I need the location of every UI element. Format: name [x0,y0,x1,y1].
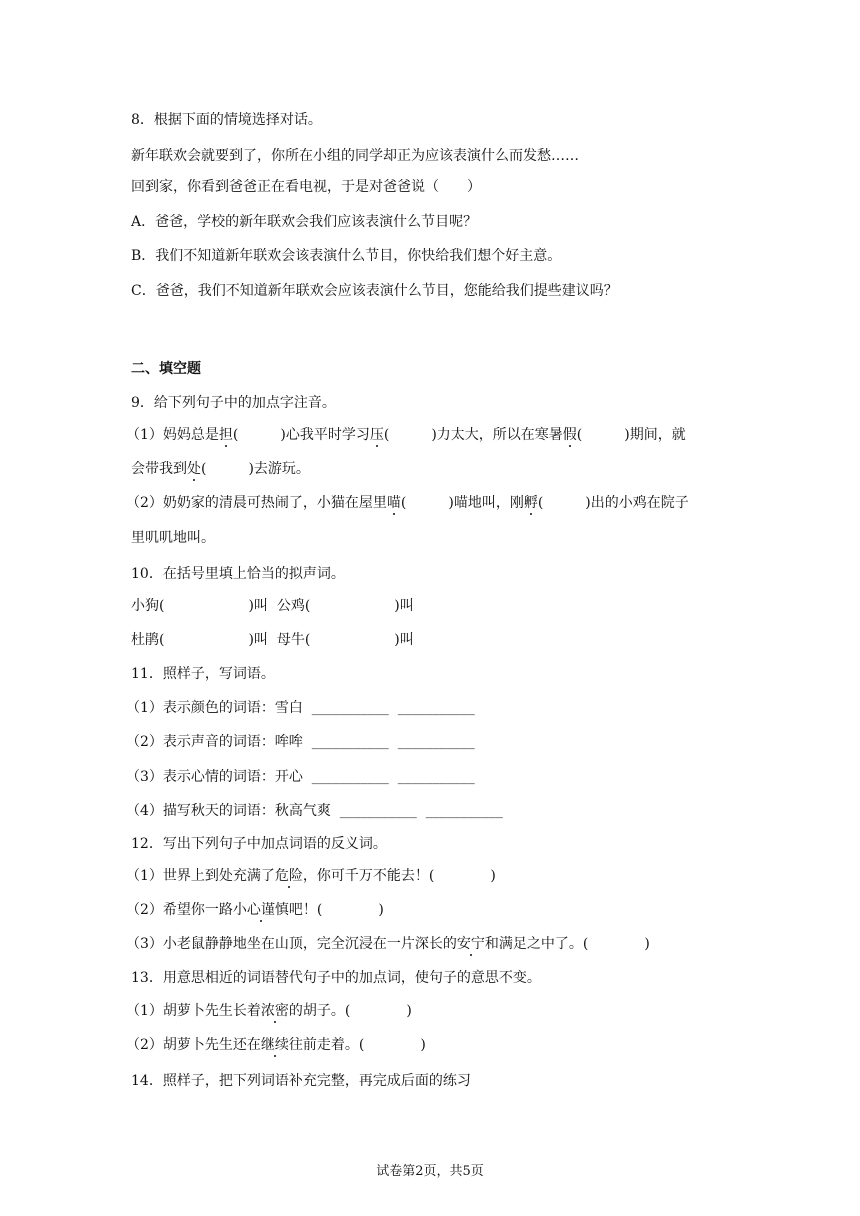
q8-option-c: C．爸爸，我们不知道新年联欢会应该表演什么节目，您能给我们提些建议吗？ [131,283,618,299]
q12-sentence2: （2）希望你一路小心谨慎吧！( ) [126,902,384,918]
q12-sentence3: （3）小老鼠静静地坐在山顶，完全沉浸在一片深长的安宁和满足之中了。( ) [126,936,650,952]
q11-item: （3）表示心情的词语：开心 ___________ ___________ [126,769,475,785]
q11-item: （2）表示声音的词语：哞哞 ___________ ___________ [126,734,475,750]
q8-context-line2: 回到家，你看到爸爸正在看电视，于是对爸爸说（ ） [131,179,481,195]
q14-title: 14．照样子，把下列词语补充完整，再完成后面的练习 [131,1073,471,1089]
page-footer: 试卷第2页，共5页 [376,1164,484,1179]
q10-row2: 杜鹃( )叫 母牛( )叫 [131,632,414,648]
dotted-word: 浓密 [260,1003,289,1019]
dotted-word: 继续 [260,1037,289,1053]
q9-sentence1: （1）妈妈总是担( )心我平时学习压( )力太大，所以在寒暑假( )期间，就 [126,427,686,443]
q13-title: 13．用意思相近的词语替代句子中的加点词，使句子的意思不变。 [131,970,541,986]
q11-item: （1）表示颜色的词语：雪白 ___________ ___________ [126,700,475,716]
q12-title: 12．写出下列句子中加点词语的反义词。 [131,836,387,852]
q8-context-line1: 新年联欢会就要到了，你所在小组的同学却正为应该表演什么而发愁…… [131,148,579,164]
dotted-char: 处 [187,461,201,477]
dotted-char: 孵 [523,495,538,511]
q9-title: 9．给下列句子中的加点字注音。 [131,395,336,411]
q12-sentence1: （1）世界上到处充满了危险，你可千万不能去！( ) [126,868,496,884]
dotted-word: 小心谨慎 [232,902,289,918]
q8-title: 8．根据下面的情境选择对话。 [131,112,322,128]
dotted-char: 压 [369,427,384,443]
q13-sentence1: （1）胡萝卜先生长着浓密的胡子。( ) [126,1003,412,1019]
q11-item: （4）描写秋天的词语：秋高气爽 ___________ ___________ [126,803,503,819]
q9-sentence2-cont: 里叽叽地叫。 [131,530,215,546]
q9-sentence1-cont: 会带我到处( )去游玩。 [131,461,310,477]
dotted-char: 担 [218,427,233,443]
dotted-word: 安宁 [456,936,485,952]
q8-option-b: B．我们不知道新年联欢会该表演什么节目，你快给我们想个好主意。 [131,248,562,264]
section-title: 二、填空题 [131,361,201,377]
q10-title: 10．在括号里填上恰当的拟声词。 [131,566,345,582]
dotted-char: 假 [562,427,577,443]
q13-sentence2: （2）胡萝卜先生还在继续往前走着。( ) [126,1037,426,1053]
dotted-char: 喵 [386,495,401,511]
q11-title: 11．照样子，写词语。 [131,666,275,682]
q8-option-a: A．爸爸，学校的新年联欢会我们应该表演什么节目呢？ [131,214,478,230]
q10-row1: 小狗( )叫 公鸡( )叫 [131,598,414,614]
q9-sentence2: （2）奶奶家的清晨可热闹了，小猫在屋里喵( )喵地叫，刚孵( )出的小鸡在院子 [126,495,689,511]
dotted-word: 危险 [274,868,303,884]
